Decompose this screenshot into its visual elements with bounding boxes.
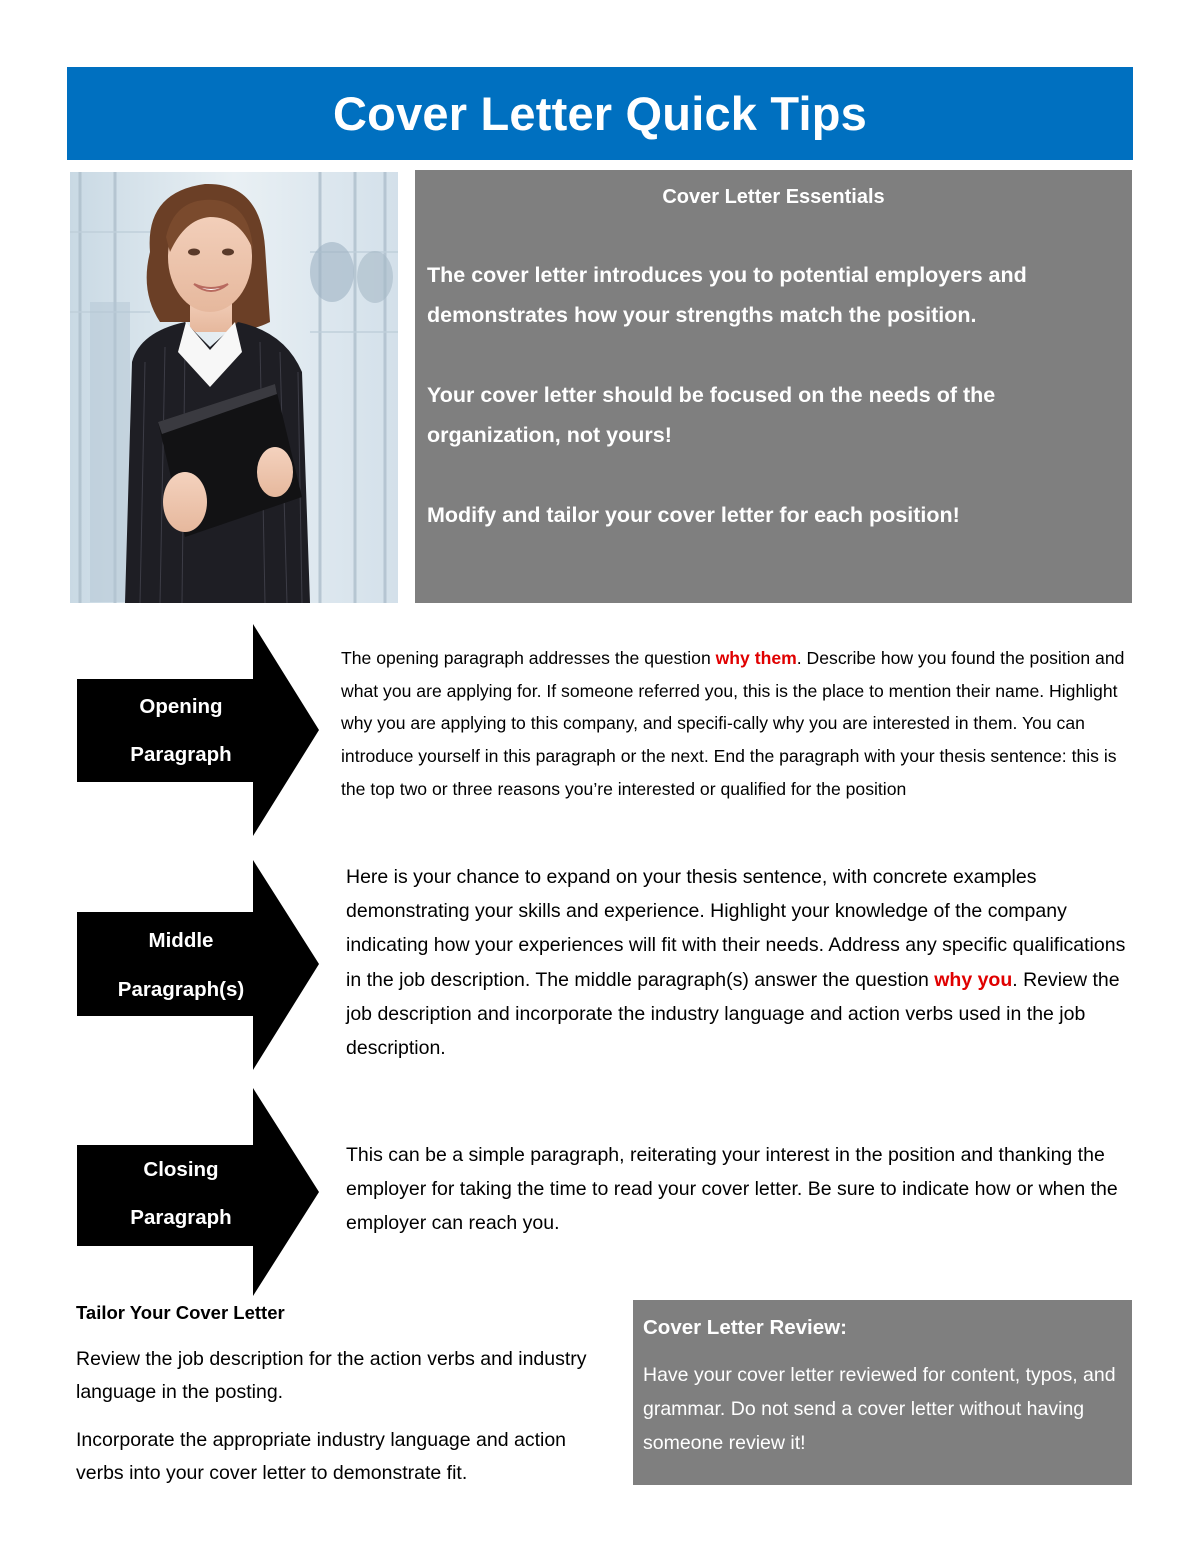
tailor-paragraph-2: Incorporate the appropriate industry language and action verbs into your cover letter to demonstrate fit. xyxy=(76,1428,567,1484)
businesswoman-photo xyxy=(70,172,398,603)
closing-paragraph-text: This can be a simple paragraph, reiterating your interest in the position and thanking the employer for taking the time to read your cover letter. Be sure to indicate how or when the employer can reach you. xyxy=(346,1144,1118,1235)
middle-paragraph-text xyxy=(346,860,1131,1065)
opening-text-end: . Describe how you found the position and what you are applying for. If someone referred you, this is the place to mention their name. Highlight why you are applying to this company, and specifi-cally why you are interested in them. You can introduce yourself in this paragraph or the next. End the paragraph with your thesis sentence: this is the top two or three reasons you’re interested or qualified for the position xyxy=(341,648,1125,799)
essentials-paragraph-2: Your cover letter should be focused on the needs of the organization, not yours! xyxy=(427,383,996,447)
title-banner xyxy=(67,67,1133,160)
opening-text-start: The opening paragraph addresses the question xyxy=(341,648,716,668)
essentials-paragraph-1: The cover letter introduces you to potential employers and demonstrates how your strengths match the position. xyxy=(427,263,1027,327)
review-box xyxy=(633,1300,1132,1485)
opening-label-line2: Paragraph xyxy=(130,743,232,766)
tailor-heading: Tailor Your Cover Letter xyxy=(76,1302,285,1323)
middle-text-start: Here is your chance to expand on your thesis sentence, with concrete examples demonstrating your skills and experience. Highlight your knowledge of the company indicating how your experiences will fit with their needs. Address any specific qualifications in the job description. The middle paragraph(s) answer the question xyxy=(346,866,1126,991)
tailor-paragraph-1: Review the job description for the action verbs and industry language in the posting. xyxy=(76,1347,587,1403)
opening-label-line1: Opening xyxy=(139,695,223,718)
middle-label-line1: Middle xyxy=(148,929,214,952)
page-title: Cover Letter Quick Tips xyxy=(333,87,867,140)
opening-highlight: why them xyxy=(715,648,797,668)
middle-text-end: . Review the job description and incorporate the industry language and action verbs used in the job description. xyxy=(346,968,1120,1060)
closing-label-line1: Closing xyxy=(143,1158,219,1181)
essentials-heading: Cover Letter Essentials xyxy=(662,186,885,208)
tailor-section xyxy=(76,1296,616,1505)
closing-label-line2: Paragraph xyxy=(130,1206,232,1229)
closing-arrow xyxy=(77,1088,322,1300)
middle-label-line2: Paragraph(s) xyxy=(117,978,245,1001)
review-text: Have your cover letter reviewed for content, typos, and grammar. Do not send a cover letter without having someone review it! xyxy=(643,1364,1116,1454)
opening-paragraph-text xyxy=(341,642,1131,806)
essentials-box xyxy=(415,170,1132,603)
review-heading: Cover Letter Review: xyxy=(643,1316,847,1339)
essentials-paragraph-3: Modify and tailor your cover letter for each position! xyxy=(427,503,960,527)
opening-arrow xyxy=(77,624,322,836)
middle-highlight: why you xyxy=(934,968,1013,991)
middle-arrow xyxy=(77,860,322,1072)
